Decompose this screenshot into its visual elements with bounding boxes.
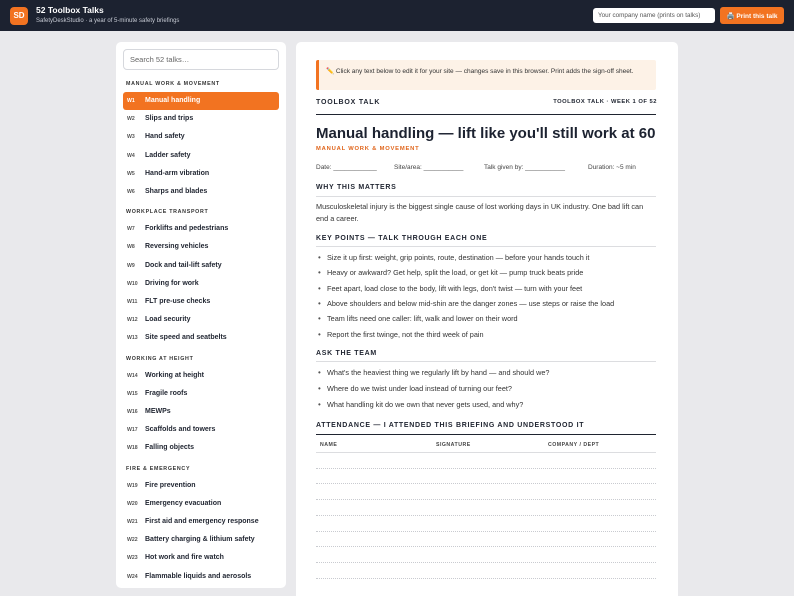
sidebar-item-label: Hand safety <box>145 133 185 141</box>
attendance-row[interactable] <box>316 483 656 484</box>
attendance-heading[interactable]: ATTENDANCE — I ATTENDED THIS BRIEFING AND UNDERSTOOD IT <box>316 422 585 429</box>
sidebar-item-w4[interactable] <box>123 147 279 165</box>
week-number: W18 <box>127 445 138 452</box>
sidebar-item-label: Fragile roofs <box>145 389 188 397</box>
week-number: W4 <box>127 152 135 159</box>
key-point-item[interactable]: • Above shoulders and below mid-shin are the danger zones — use steps or raise the load <box>327 299 657 308</box>
attendance-row[interactable] <box>316 468 656 469</box>
sidebar-item-w17[interactable] <box>123 421 279 439</box>
attendance-row[interactable] <box>316 515 656 516</box>
sidebar-item-w23[interactable] <box>123 549 279 567</box>
attendance-rule <box>316 434 656 435</box>
week-number: W1 <box>127 98 135 104</box>
talks-sidebar <box>116 42 286 588</box>
key-point-item[interactable]: • Size it up first: weight, grip points, route, destination — before your hands touch it <box>327 253 657 262</box>
key-point-item[interactable]: • Team lifts need one caller: lift, walk and lower on their word <box>327 314 657 323</box>
week-number: W20 <box>127 500 138 507</box>
edit-notice: ✏️ Click any text below to edit it for your site — changes save in this browser. Print adds the sign-off sheet. <box>316 60 656 90</box>
sidebar-item-label: Ladder safety <box>145 151 191 159</box>
sidebar-item-label: MEWPs <box>145 408 171 415</box>
ask-item[interactable]: • What handling kit do we own that never gets used, and why? <box>327 400 657 409</box>
sidebar-item-w21[interactable] <box>123 513 279 531</box>
divider <box>316 361 656 362</box>
sidebar-item-w24[interactable] <box>123 568 279 586</box>
sidebar-item-label: Load security <box>145 316 191 324</box>
week-indicator[interactable]: TOOLBOX TALK · WEEK 1 OF 52 <box>553 99 657 105</box>
app-logo: SD <box>10 7 28 25</box>
brand-label[interactable]: TOOLBOX TALK <box>316 99 381 106</box>
attendance-row[interactable] <box>316 499 656 500</box>
sidebar-item-label: Emergency evacuation <box>145 499 222 507</box>
app-title: 52 Toolbox Talks <box>36 5 104 15</box>
sidebar-item-label: Hot work and fire watch <box>145 554 224 562</box>
sidebar-item-w11[interactable] <box>123 293 279 311</box>
week-number: W21 <box>127 519 138 525</box>
sidebar-item-label: Sharps and blades <box>145 188 208 195</box>
week-number: W15 <box>127 390 138 397</box>
ask-item[interactable]: • What's the heaviest thing we regularly lift by hand — and should we? <box>327 368 657 377</box>
top-bar <box>0 0 794 31</box>
sidebar-item-w10[interactable] <box>123 275 279 293</box>
week-number: W7 <box>127 226 135 233</box>
week-number: W3 <box>127 134 135 141</box>
week-number: W9 <box>127 262 135 269</box>
sidebar-item-label: Fire prevention <box>145 481 196 489</box>
key-point-item[interactable]: • Feet apart, load close to the body, lift with legs, don't twist — turn with your feet <box>327 284 657 293</box>
week-number: W13 <box>127 335 138 342</box>
sidebar-item-w3[interactable] <box>123 128 279 146</box>
week-number: W5 <box>127 170 135 177</box>
why-text[interactable]: Musculoskeletal injury is the biggest single cause of lost working days in UK industry. One bad lift can end a career. <box>316 202 644 223</box>
sidebar-item-w14[interactable] <box>123 367 279 385</box>
talk-title[interactable]: Manual handling — lift like you'll still work at 60 <box>316 125 656 142</box>
sidebar-item-w19[interactable] <box>123 477 279 495</box>
sidebar-item-w1[interactable] <box>123 92 279 110</box>
divider <box>316 246 656 247</box>
week-number: W19 <box>127 482 138 489</box>
week-number: W12 <box>127 317 138 324</box>
section-heading: MANUAL WORK & MOVEMENT <box>126 81 220 87</box>
sidebar-item-w15[interactable] <box>123 385 279 403</box>
sidebar-item-label: First aid and emergency response <box>145 518 259 525</box>
divider <box>316 196 656 197</box>
week-number: W8 <box>127 244 135 251</box>
sidebar-item-w5[interactable] <box>123 165 279 183</box>
header-rule <box>316 114 656 115</box>
sidebar-item-w22[interactable] <box>123 531 279 549</box>
sidebar-item-label: Forklifts and pedestrians <box>145 225 229 233</box>
key-point-item[interactable]: • Report the first twinge, not the third week of pain <box>327 330 657 339</box>
attendance-row[interactable] <box>316 578 656 579</box>
print-talk-button[interactable]: 🖨️ Print this talk <box>720 7 784 24</box>
app-subtitle: SafetyDeskStudio · a year of 5-minute safety briefings <box>36 18 180 24</box>
section-heading: WORKING AT HEIGHT <box>126 355 194 362</box>
sidebar-item-label: Dock and tail-lift safety <box>145 261 222 269</box>
attendance-row[interactable] <box>316 562 656 563</box>
sidebar-item-label: FLT pre-use checks <box>145 298 211 305</box>
sidebar-item-label: Reversing vehicles <box>145 243 209 251</box>
sidebar-item-w7[interactable] <box>123 220 279 238</box>
attendance-row[interactable] <box>316 531 656 532</box>
sidebar-item-label: Hand-arm vibration <box>145 169 210 177</box>
key-points-heading[interactable]: KEY POINTS — TALK THROUGH EACH ONE <box>316 235 488 242</box>
week-number: W6 <box>127 189 135 195</box>
week-number: W11 <box>127 299 138 305</box>
week-number: W17 <box>127 427 138 434</box>
site-area-field[interactable]: Site/area: ___________ <box>394 164 464 171</box>
week-number: W16 <box>127 409 138 415</box>
sidebar-item-label: Falling objects <box>145 444 195 452</box>
sidebar-item-w20[interactable] <box>123 495 279 513</box>
week-number: W24 <box>127 573 138 580</box>
company-name-input[interactable] <box>593 8 715 23</box>
sidebar-item-label: Scaffolds and towers <box>145 426 216 434</box>
sidebar-item-w2[interactable] <box>123 110 279 128</box>
date-field[interactable]: Date: ____________ <box>316 164 377 171</box>
sidebar-item-w12[interactable] <box>123 311 279 329</box>
section-heading: WORKPLACE TRANSPORT <box>126 209 209 216</box>
week-number: W2 <box>127 116 135 123</box>
week-number: W23 <box>127 555 138 562</box>
sidebar-item-w18[interactable] <box>123 439 279 457</box>
duration-field[interactable]: Duration: ~5 min <box>588 164 636 171</box>
week-number: W10 <box>127 280 138 287</box>
search-talks-input[interactable] <box>123 49 279 70</box>
sidebar-item-w6[interactable] <box>123 183 279 201</box>
sidebar-item-w16[interactable] <box>123 403 279 421</box>
section-heading: FIRE & EMERGENCY <box>126 465 191 472</box>
ask-item[interactable]: • Where do we twist under load instead of turning our feet? <box>327 384 657 393</box>
sidebar-item-label: Site speed and seatbelts <box>145 334 227 342</box>
given-by-field[interactable]: Talk given by: ___________ <box>484 164 565 171</box>
why-heading[interactable]: WHY THIS MATTERS <box>316 184 397 191</box>
talk-document <box>296 42 678 596</box>
sidebar-item-label: Slips and trips <box>145 115 194 123</box>
week-number: W22 <box>127 537 138 544</box>
column-name: NAME <box>320 442 338 448</box>
sidebar-item-label: Working at height <box>145 371 204 379</box>
key-point-item[interactable]: • Heavy or awkward? Get help, split the load, or get kit — pump truck beats pride <box>327 268 657 277</box>
attendance-row[interactable] <box>316 546 656 547</box>
sidebar-item-w8[interactable] <box>123 238 279 256</box>
column-signature: SIGNATURE <box>436 442 471 448</box>
sidebar-item-label: Manual handling <box>145 97 201 104</box>
week-number: W14 <box>127 372 138 379</box>
sidebar-item-w9[interactable] <box>123 257 279 275</box>
attendance-row[interactable] <box>316 452 656 453</box>
column-company: COMPANY / DEPT <box>548 442 600 448</box>
sidebar-item-w13[interactable] <box>123 329 279 347</box>
sidebar-item-label: Flammable liquids and aerosols <box>145 572 252 580</box>
sidebar-item-label: Battery charging & lithium safety <box>145 536 255 544</box>
ask-heading[interactable]: ASK THE TEAM <box>316 350 377 357</box>
talk-category[interactable]: MANUAL WORK & MOVEMENT <box>316 146 420 152</box>
sidebar-item-label: Driving for work <box>145 279 199 287</box>
